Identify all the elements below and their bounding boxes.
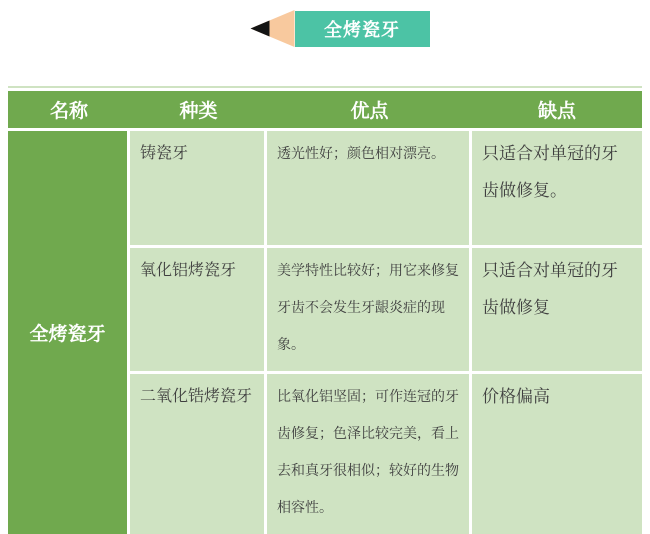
row2-cons-cell: 只适合对单冠的牙齿做修复 — [472, 248, 642, 371]
row3-cons-cell: 价格偏高 — [472, 374, 642, 534]
banner-title: 全烤瓷牙 — [324, 19, 400, 40]
row2-type-cell: 氧化铝烤瓷牙 — [130, 248, 264, 371]
pencil-banner — [15, 0, 650, 47]
banner-label-box — [295, 11, 430, 47]
group-name-cell: 全烤瓷牙 — [8, 131, 127, 534]
comparison-table — [8, 86, 642, 534]
row1-pros-cell: 透光性好；颜色相对漂亮。 — [267, 131, 469, 245]
row2-pros-cell: 美学特性比较好；用它来修复牙齿不会发生牙龈炎症的现象。 — [267, 248, 469, 371]
row1-type-cell: 铸瓷牙 — [130, 131, 264, 245]
row3-type-cell: 二氧化锆烤瓷牙 — [130, 374, 264, 534]
header-cell-name: 名称 — [49, 101, 88, 122]
pencil-tip-icon — [247, 19, 270, 39]
row1-cons-cell: 只适合对单冠的牙齿做修复。 — [472, 131, 642, 245]
header-cell-type: 种类 — [179, 101, 218, 122]
table-body — [8, 131, 642, 534]
pencil-icon — [251, 10, 430, 47]
table-header-row — [8, 91, 642, 128]
header-cell-cons: 缺点 — [537, 101, 576, 122]
table-top-accent — [8, 86, 642, 88]
row3-pros-cell: 比氧化铝坚固；可作连冠的牙齿修复；色泽比较完美，看上去和真牙很相似；较好的生物相容性。 — [267, 374, 469, 534]
header-cell-pros: 优点 — [350, 101, 389, 122]
pencil-wood-icon — [251, 10, 295, 47]
